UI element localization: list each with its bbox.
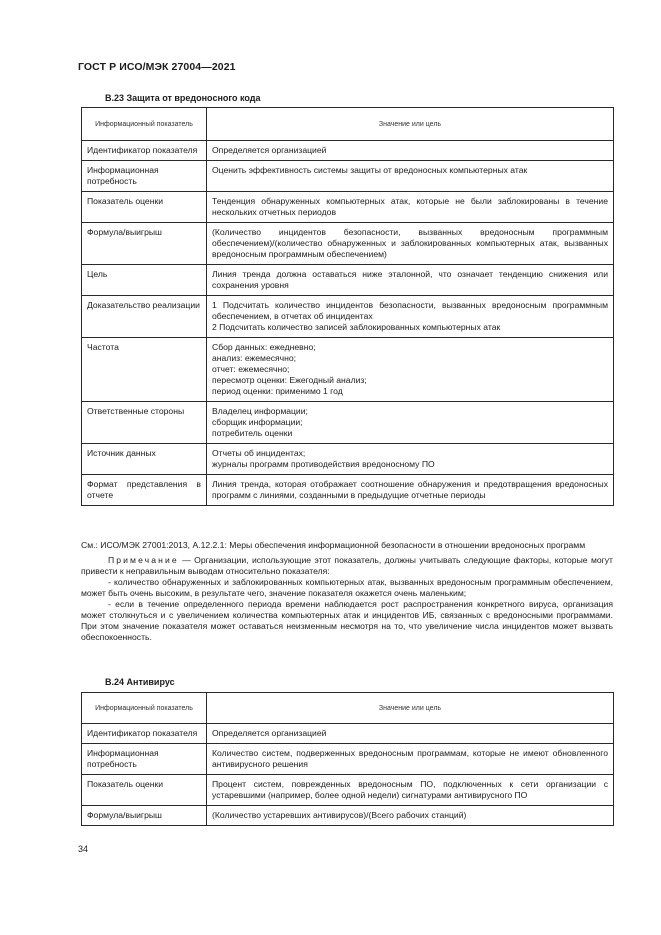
value-line: 1 Подсчитать количество инцидентов безопасности, вызванных вредоносным программным обеспечением, в отчетах об инцидентах	[212, 300, 608, 321]
value-line: Сбор данных: ежедневно;	[212, 342, 316, 352]
table-row	[82, 192, 614, 223]
table-row	[82, 402, 614, 444]
indicator-label: Цель	[82, 265, 207, 296]
table-row	[82, 806, 614, 826]
table-row	[82, 141, 614, 161]
indicator-value	[207, 724, 614, 744]
value-line: журналы программ противодействия вредоносному ПО	[212, 459, 435, 469]
indicator-label: Формула/выигрыш	[82, 223, 207, 265]
table-row	[82, 161, 614, 192]
indicator-label: Показатель оценки	[82, 192, 207, 223]
indicator-label: Идентификатор показателя	[82, 141, 207, 161]
indicator-label: Информационная потребность	[82, 161, 207, 192]
table-row	[82, 775, 614, 806]
table-row	[82, 265, 614, 296]
table-body	[82, 724, 614, 826]
value-line: Определяется организацией	[212, 728, 327, 738]
table-row	[82, 338, 614, 402]
column-header-indicator: Информационный показатель	[82, 693, 207, 724]
note-bullet-1: - количество обнаруженных и заблокированных компьютерных атак, вызванных вредоносным программным обеспечением, может быть очень высоким, в результате чего, значение показателя окажется очень маленьким;	[81, 577, 613, 598]
table-row	[82, 724, 614, 744]
table-row	[82, 475, 614, 506]
table-row	[82, 223, 614, 265]
indicator-value	[207, 296, 614, 338]
section-title-b24: B.24 Антивирус	[105, 677, 175, 687]
column-header-value: Значение или цель	[207, 108, 614, 141]
note-paragraph	[81, 555, 613, 577]
indicator-label: Идентификатор показателя	[82, 724, 207, 744]
table-row	[82, 444, 614, 475]
indicator-value	[207, 265, 614, 296]
value-line: Тенденция обнаруженных компьютерных атак, которые не были заблокированы в течение нескольких отчетных периодов	[212, 196, 608, 217]
indicator-value	[207, 223, 614, 265]
indicator-value	[207, 444, 614, 475]
indicator-value	[207, 402, 614, 444]
indicator-label: Формат представления в отчете	[82, 475, 207, 506]
section-title-b23: B.23 Защита от вредоносного кода	[105, 93, 261, 103]
value-line: (Количество устаревших антивирусов)/(Всего рабочих станций)	[212, 810, 467, 820]
value-line: Линия тренда должна оставаться ниже эталонной, что означает тенденцию снижения или сохранения уровня	[212, 269, 608, 290]
document-header: ГОСТ Р ИСО/МЭК 27004—2021	[78, 61, 236, 73]
table-row	[82, 744, 614, 775]
value-line: Оценить эффективность системы защиты от вредоносных компьютерных атак	[212, 165, 528, 175]
column-header-value: Значение или цель	[207, 693, 614, 724]
reference-paragraph: См.: ИСО/МЭК 27001:2013, А.12.2.1: Меры обеспечения информационной безопасности в отношении вредоносных программ	[81, 540, 586, 550]
indicator-label: Частота	[82, 338, 207, 402]
value-line: отчет: ежемесячно;	[212, 364, 290, 374]
value-line: 2 Подсчитать количество записей заблокированных компьютерных атак	[212, 322, 501, 332]
value-line: сборщик информации;	[212, 417, 303, 427]
indicator-label: Источник данных	[82, 444, 207, 475]
indicator-value	[207, 475, 614, 506]
indicator-value	[207, 775, 614, 806]
value-line: (Количество инцидентов безопасности, вызванных вредоносным программным обеспечением)/(количество обнаруженных и заблокированных компьютерных атак, вызванных вредоносным программным обеспечением)	[212, 227, 608, 259]
indicator-label: Доказательство реализации	[82, 296, 207, 338]
indicator-label: Формула/выигрыш	[82, 806, 207, 826]
indicator-value	[207, 192, 614, 223]
table-header-row	[82, 693, 614, 724]
indicator-value	[207, 338, 614, 402]
table-body	[82, 141, 614, 506]
value-line: Количество систем, подверженных вредоносным программам, которые не имеют обновленного антивирусного решения	[212, 748, 608, 769]
body-text	[81, 540, 613, 643]
value-line: анализ: ежемесячно;	[212, 353, 297, 363]
note-text: — Организации, использующие этот показатель, должны учитывать следующие факторы, которые могут привести к неправильным выводам относительно показателя:	[81, 555, 613, 576]
value-line: потребитель оценки	[212, 428, 293, 438]
value-line: Линия тренда, которая отображает соотношение обнаружения и предотвращения вредоносных программ с линиями, созданными в предыдущие отчетные периоды	[212, 479, 608, 500]
table-row	[82, 296, 614, 338]
indicator-label: Информационная потребность	[82, 744, 207, 775]
column-header-indicator: Информационный показатель	[82, 108, 207, 141]
indicator-label: Показатель оценки	[82, 775, 207, 806]
indicator-value	[207, 744, 614, 775]
value-line: Определяется организацией	[212, 145, 327, 155]
indicator-table-b23	[81, 107, 614, 506]
page-number: 34	[78, 844, 89, 854]
value-line: Процент систем, поврежденных вредоносным ПО, подключенных к сети организации с устаревшими (например, более одной недели) сигнатурами антивирусного ПО	[212, 779, 608, 800]
value-line: Отчеты об инцидентах;	[212, 448, 306, 458]
indicator-label: Ответственные стороны	[82, 402, 207, 444]
value-line: пересмотр оценки: Ежегодный анализ;	[212, 375, 367, 385]
value-line: период оценки: применимо 1 год	[212, 386, 343, 396]
indicator-value	[207, 161, 614, 192]
note-bullet-2: - если в течение определенного периода времени наблюдается рост распространения конкретного вируса, организация может столкнуться и с увеличением количества компьютерных атак и инцидентов ИБ, связанных с вредоносными программами. При этом значение показателя может оставаться неизменным несмотря на то, что увеличение числа инцидентов может вызвать обеспокоенность.	[81, 599, 613, 642]
indicator-table-b24	[81, 692, 614, 826]
note-label: Примечание	[108, 555, 179, 565]
table-header-row	[82, 108, 614, 141]
value-line: Владелец информации;	[212, 406, 308, 416]
indicator-value	[207, 806, 614, 826]
indicator-value	[207, 141, 614, 161]
